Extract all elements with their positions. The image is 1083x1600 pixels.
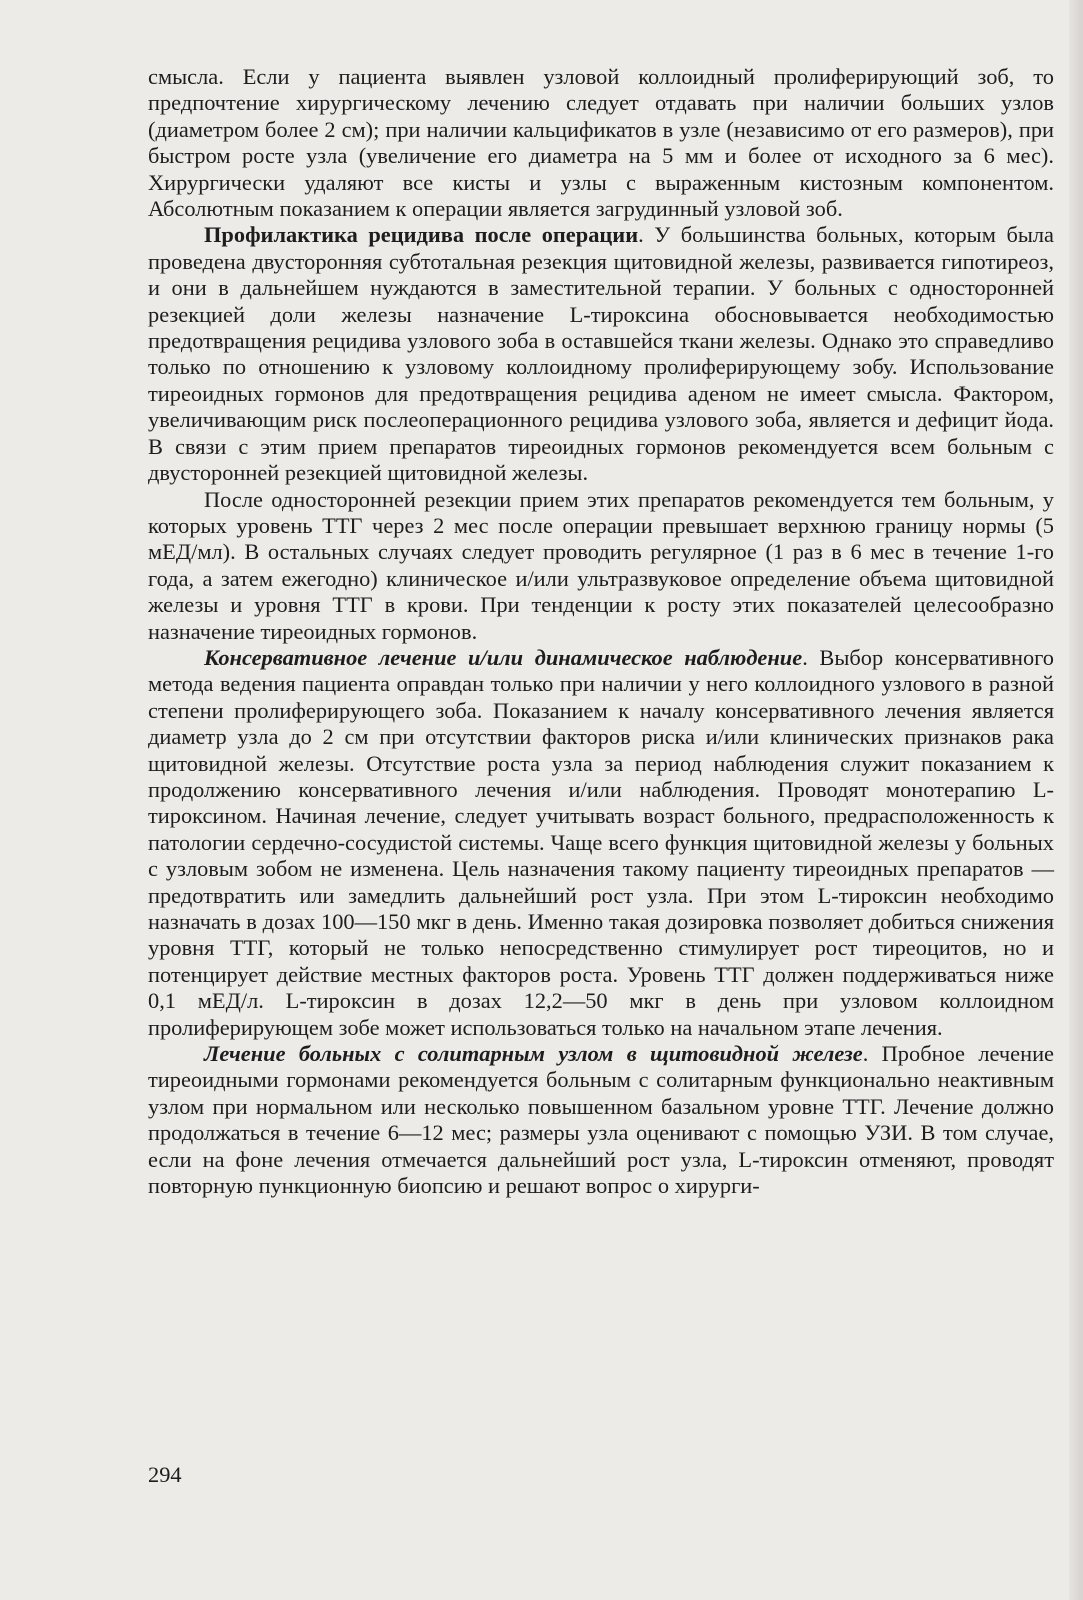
paragraph-conservative-treatment [148, 645, 1054, 1041]
paragraph-unilateral-resection [148, 487, 1054, 645]
page-edge-shadow [1069, 0, 1083, 1600]
paragraph-body: смысла. Если у пациента выявлен узловой коллоидный пролиферирующий зоб, то предпочтение хирургическому лечению следует отдавать при наличии больших узлов (диаметром более 2 см); при наличии кальцификатов в узле (независимо от его размеров), при быстром росте узла (увеличение его диаметра на 5 мм и более от исходного за 6 мес). Хирургически удаляют все кисты и узлы с выраженным кистозным компонентом. Абсолютным показанием к операции является загрудинный узловой зоб. [148, 64, 1054, 222]
section-heading: Лечение больных с солитарным узлом в щитовидной железе [204, 1041, 863, 1067]
paragraph-body: . Выбор консервативного метода ведения пациента оправдан только при наличии у него коллоидного узлового в разной степени пролиферирующего зоба. Показанием к началу консервативного лечения является диаметр узла до 2 см при отсутствии факторов риска и/или клинических признаков рака щитовидной железы. Отсутствие роста узла за период наблюдения служит показанием к продолжению консервативного лечения и/или наблюдения. Проводят монотерапию L-тироксином. Начиная лечение, следует учитывать возраст больного, предрасположенность к патологии сердечно-сосудистой системы. Чаще всего функция щитовидной железы у больных с узловым зобом не изменена. Цель назначения такому пациенту тиреоидных препаратов — предотвратить или замедлить дальнейший рост узла. При этом L-тироксин необходимо назначать в дозах 100—150 мкг в день. Именно такая дозировка позволяет добиться снижения уровня ТТГ, который не только непосредственно стимулирует рост тиреоцитов, но и потенцирует действие местных факторов роста. Уровень ТТГ должен поддерживаться ниже 0,1 мЕД/л. L-тироксин в дозах 12,2—50 мкг в день при узловом коллоидном пролиферирующем зобе может использоваться только на начальном этапе лечения. [148, 644, 1054, 1040]
section-heading: Профилактика рецидива после операции [204, 222, 639, 248]
paragraph-solitary-node [148, 1041, 1054, 1199]
paragraph-body: После односторонней резекции прием этих препаратов рекомендуется тем больным, у которых уровень ТТГ через 2 мес после операции превышает верхнюю границу нормы (5 мЕД/мл). В остальных случаях следует проводить регулярное (1 раз в 6 мес в течение 1-го года, а затем ежегодно) клиническое и/или ультразвуковое определение объема щитовидной железы и уровня ТТГ в крови. При тенденции к росту этих показателей целесообразно назначение тиреоидных гормонов. [148, 486, 1054, 644]
paragraph-body: . У большинства больных, которым была проведена двусторонняя субтотальная резекция щитовидной железы, развивается гипотиреоз, и они в дальнейшем нуждаются в заместительной терапии. У больных с односторонней резекцией доли железы назначение L-тироксина обосновывается необходимостью предотвращения рецидива узлового зоба в оставшейся ткани железы. Однако это справедливо только по отношению к узловому коллоидному пролиферирующему зобу. Использование тиреоидных гормонов для предотвращения рецидива аденом не имеет смысла. Фактором, увеличивающим риск послеоперационного рецидива узлового зоба, является и дефицит йода. В связи с этим прием препаратов тиреоидных гормонов рекомендуется всем больным с двусторонней резекцией щитовидной железы. [148, 222, 1054, 486]
body-text [148, 64, 1054, 1199]
paragraph-intro [148, 64, 1054, 222]
paragraph-relapse-prevention [148, 222, 1054, 486]
paragraph-body: . Пробное лечение тиреоидными гормонами рекомендуется больным с солитарным функционально неактивным узлом при нормальном или несколько повышенном базальном уровне ТТГ. Лечение должно продолжаться в течение 6—12 мес; размеры узла оценивают с помощью УЗИ. В том случае, если на фоне лечения отмечается дальнейший рост узла, L-тироксин отменяют, проводят повторную пункционную биопсию и решают вопрос о хирурги- [148, 1041, 1054, 1199]
page-number: 294 [148, 1462, 182, 1487]
section-heading: Консервативное лечение и/или динамическое наблюдение [204, 644, 803, 670]
